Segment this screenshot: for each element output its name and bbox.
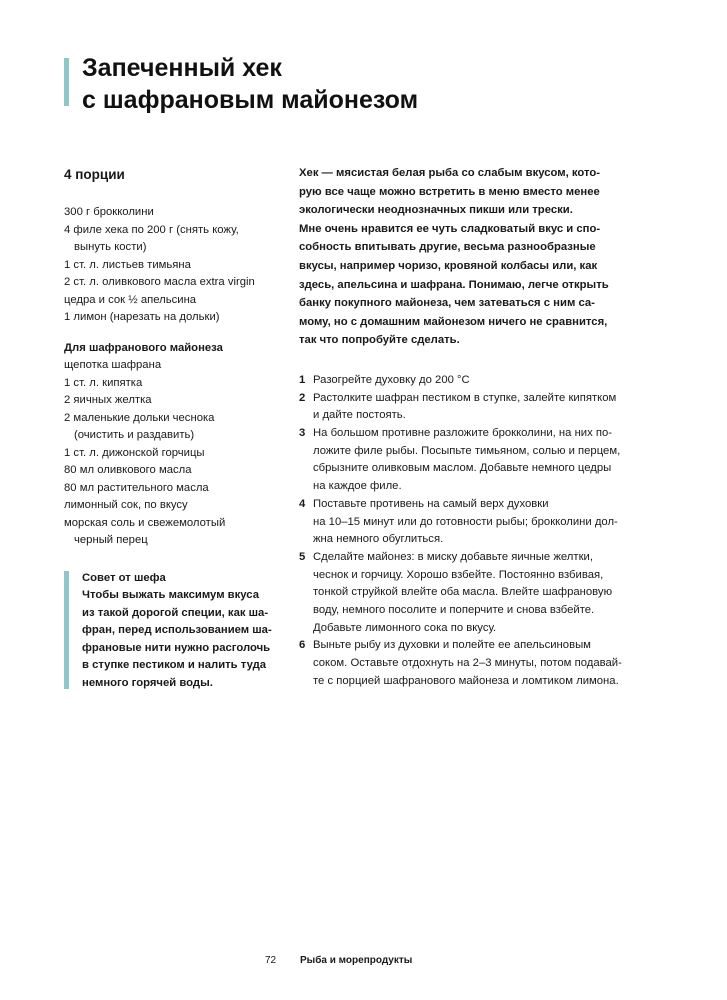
mayo-ingredients-list [64,357,279,550]
step-line: воду, немного посолите и поперчите и снова взбейте. [313,604,595,617]
step-line: на каждое филе. [313,480,402,493]
intro-paragraph [299,164,639,350]
step-line: Разогрейте духовку до 200 °С [313,373,470,386]
portions: 4 порции [64,167,125,182]
title-accent-bar [64,58,69,106]
chef-tip [64,570,279,693]
step-3 [299,425,639,496]
intro-line: Хек — мясистая белая рыба со слабым вкусом, кото- [299,167,601,179]
ingredient-item: (очистить и раздавить) [74,429,195,441]
step-line: сбрызните оливковым маслом. Добавьте немного цедры [313,462,612,475]
intro-line: собность впитывать другие, весьма разнообразные [299,241,596,254]
step-number: 1 [299,373,306,386]
tip-line: в ступке пестиком и налить туда [82,659,267,671]
steps-list [299,372,639,691]
intro-line: так что попробуйте сделать. [299,334,460,347]
page-number: 72 [265,955,277,966]
step-line: чеснок и горчицу. Хорошо взбейте. Постоянно взбивая, [313,568,604,581]
step-line: тонкой струйкой влейте оба масла. Влейте шафрановую [313,586,613,599]
ingredients-list [64,204,279,327]
tip-accent-bar [64,571,69,689]
step-5 [299,549,639,638]
method-column [299,164,639,691]
ingredient-item: 300 г брокколини [64,206,154,218]
step-2 [299,390,639,425]
ingredient-item: 2 ст. л. оливкового масла extra virgin [64,276,255,288]
title-line-1: Запеченный хек [82,54,282,82]
step-1 [299,372,639,390]
step-line: и дайте постоять. [313,409,406,422]
intro-line: мому, но с домашним майонезом ничего не сравнится, [299,315,608,328]
step-4 [299,496,639,549]
ingredient-item: 2 яичных желтка [64,394,152,406]
ingredient-item: 1 ст. л. листьев тимьяна [64,258,191,271]
ingredients-column [64,166,279,692]
step-line: На большом противне разложите брокколини, на них по- [313,427,613,440]
intro-line: вкусы, например чоризо, кровяной колбасы или, как [299,259,598,272]
intro-line: Мне очень нравится ее чуть сладковатый вкус и спо- [299,222,601,235]
step-line: Поставьте противень на самый верх духовки [313,497,549,510]
tip-line: франовые нити нужно расголочь [82,641,271,654]
step-number: 4 [299,497,306,510]
step-line: ложите филе рыбы. Посыпьте тимьяном, солью и перцем, [313,444,621,457]
tip-line: из такой дорогой специи, как ша- [82,606,269,619]
ingredient-item: 1 ст. л. кипятка [64,376,143,389]
ingredient-item: черный перец [74,534,148,546]
ingredient-item: 80 мл оливкового масла [64,464,192,476]
step-line: жна немного обуглиться. [313,533,444,546]
intro-line: экологически неоднозначных пикши или трески. [299,204,573,217]
tip-heading: Совет от шефа [82,571,166,584]
ingredient-item: вынуть кости) [74,241,147,253]
ingredient-item: 80 мл растительного масла [64,481,209,494]
section-name: Рыба и морепродукты [300,955,413,966]
page-title [82,52,682,116]
ingredient-item: 4 филе хека по 200 г (снять кожу, [64,223,239,236]
title-line-2: с шафрановым майонезом [82,86,419,114]
tip-line: немного горячей воды. [82,676,213,689]
step-line: Сделайте майонез: в миску добавьте яичные желтки, [313,550,593,563]
step-line: Добавьте лимонного сока по вкусу. [313,621,497,634]
step-number: 2 [299,391,306,404]
ingredient-item: 2 маленькие дольки чеснока [64,411,215,424]
step-line: Растолките шафран пестиком в ступке, залейте кипятком [313,391,617,404]
step-number: 3 [299,427,306,440]
ingredient-item: 1 ст. л. дижонской горчицы [64,446,205,459]
step-number: 5 [299,550,306,563]
step-line: те с порцией шафранового майонеза и ломтиком лимона. [313,674,619,687]
step-line: соком. Оставьте отдохнуть на 2–3 минуты, потом подавай- [313,657,622,670]
ingredient-item: морская соль и свежемолотый [64,516,226,529]
intro-line: рую все чаще можно встретить в меню вместо менее [299,185,600,198]
mayo-heading: Для шафранового майонеза [64,341,223,354]
tip-line: Чтобы выжать максимум вкуса [82,589,259,601]
step-line: на 10–15 минут или до готовности рыбы; брокколини дол- [313,515,618,528]
intro-line: банку покупного майонеза, чем затеваться с ним са- [299,297,595,310]
step-line: Выньте рыбу из духовки и полейте ее апельсиновым [313,639,591,652]
step-number: 6 [299,639,306,652]
step-6 [299,637,639,690]
ingredient-item: цедра и сок ½ апельсина [64,293,197,306]
ingredient-item: лимонный сок, по вкусу [64,499,188,511]
ingredient-item: щепотка шафрана [64,359,162,371]
intro-line: здесь, апельсина и шафрана. Понимаю, легче открыть [299,278,609,291]
tip-line: фран, перед использованием ша- [82,624,272,636]
ingredient-item: 1 лимон (нарезать на дольки) [64,311,220,323]
